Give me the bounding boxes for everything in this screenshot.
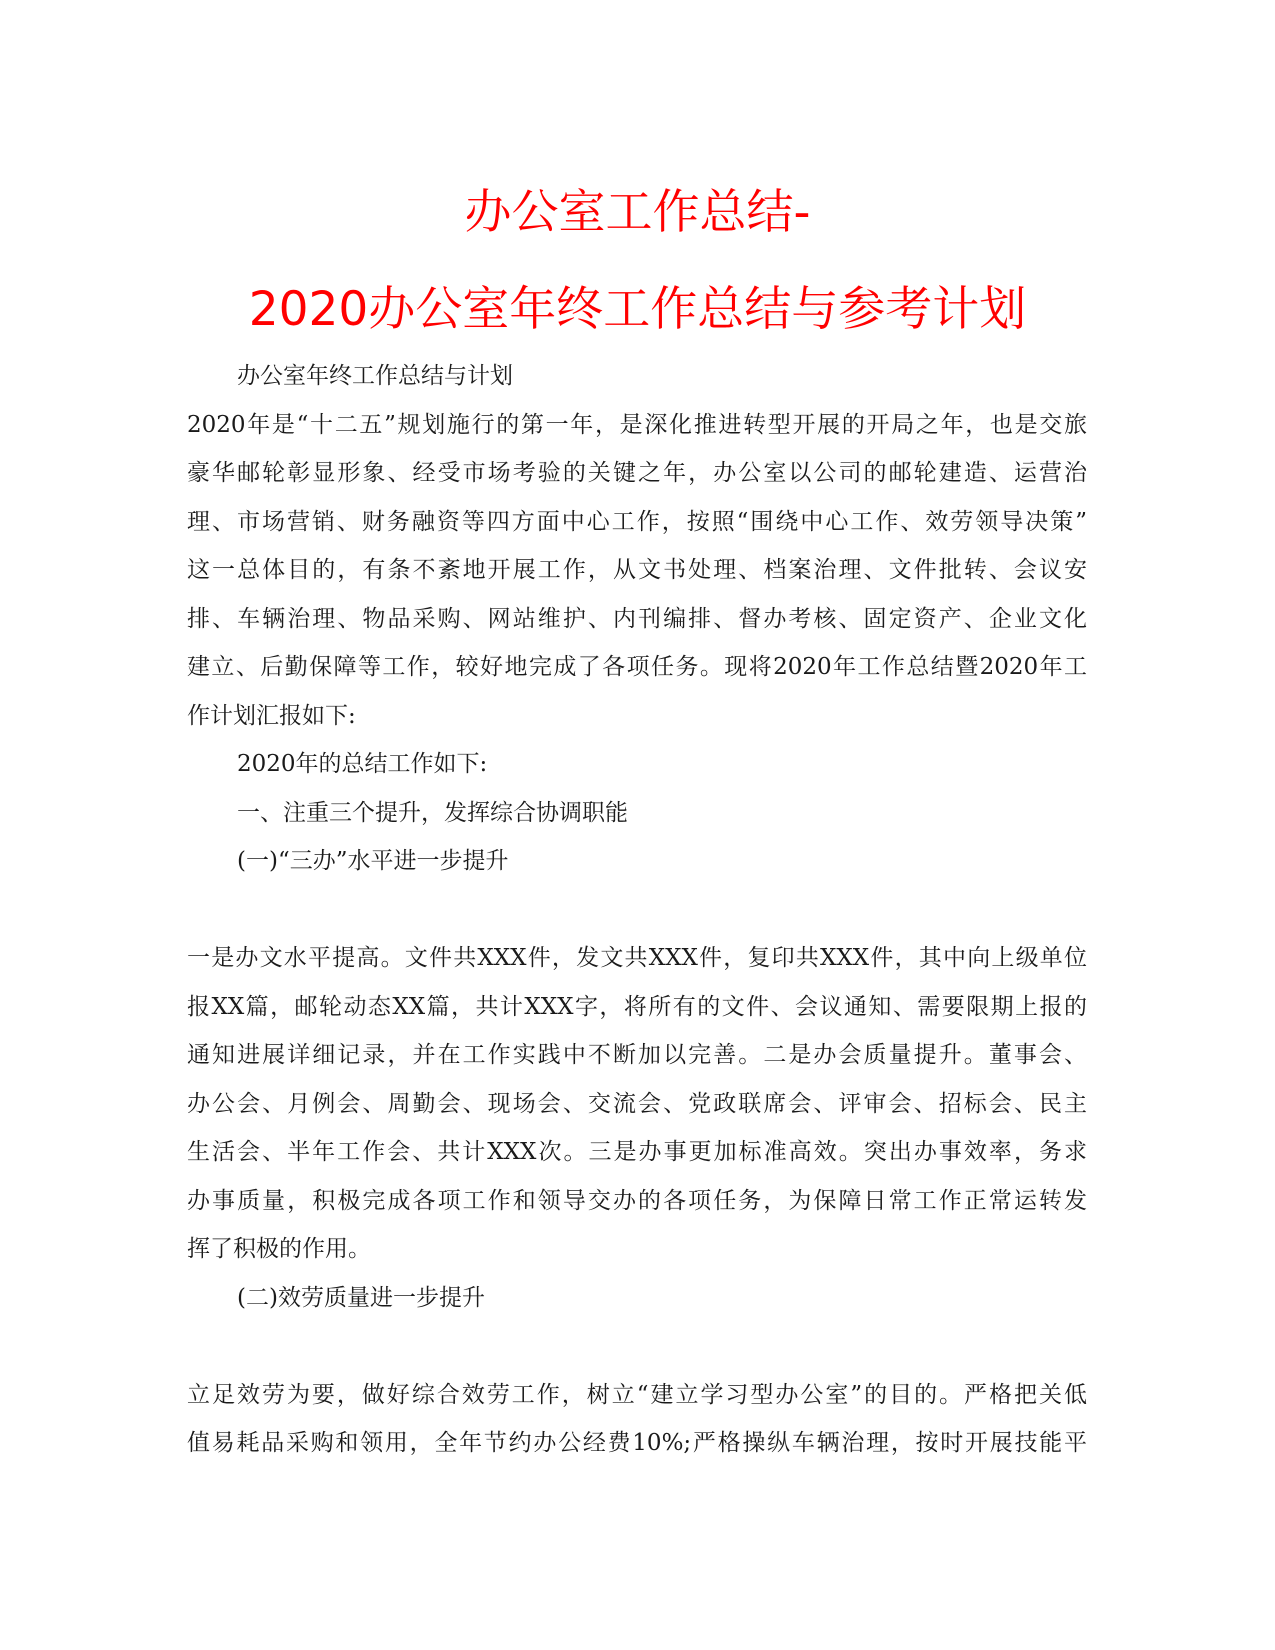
text-line: 这一总体目的，有条不紊地开展工作，从文书处理、档案治理、文件批转、会议安	[187, 557, 1087, 583]
text-line: 作计划汇报如下:	[187, 702, 356, 729]
text-line: (一)“三办”水平进一步提升	[237, 848, 509, 874]
text-line: 2020年是“十二五”规划施行的第一年，是深化推进转型开展的开局之年，也是交旅	[187, 411, 1087, 438]
document-body	[187, 352, 1087, 1468]
text-line: 理、市场营销、财务融资等四方面中心工作，按照“围绕中心工作、效劳领导决策”	[187, 508, 1087, 535]
text-line: 挥了积极的作用。	[187, 1236, 371, 1262]
text-line: 一是办文水平提高。文件共XXX件，发文共XXX件，复印共XXX件，其中向上级单位	[187, 945, 1087, 971]
text-line: 排、车辆治理、物品采购、网站维护、内刊编排、督办考核、固定资产、企业文化	[187, 605, 1087, 632]
text-line: 办公室年终工作总结与计划	[237, 363, 513, 389]
paragraph-spacer	[187, 1322, 1087, 1371]
document-title-line2: 2020办公室年终工作总结与参考计划	[248, 282, 1027, 337]
text-line: 办公会、月例会、周勤会、现场会、交流会、党政联席会、评审会、招标会、民主	[187, 1090, 1087, 1117]
text-line: 建立、后勤保障等工作，较好地完成了各项任务。现将2020年工作总结暨2020年工	[187, 654, 1087, 680]
text-line: (二)效劳质量进一步提升	[237, 1284, 485, 1311]
paragraph-spacer	[187, 886, 1087, 935]
document-title-line1: 办公室工作总结-	[464, 185, 811, 240]
text-line: 生活会、半年工作会、共计XXX次。三是办事更加标准高效。突出办事效率，务求	[187, 1139, 1087, 1165]
text-line: 办事质量，积极完成各项工作和领导交办的各项任务，为保障日常工作正常运转发	[187, 1187, 1087, 1214]
text-line: 立足效劳为要，做好综合效劳工作，树立“建立学习型办公室”的目的。严格把关低	[187, 1381, 1087, 1408]
text-line: 值易耗品采购和领用，全年节约办公经费10%;严格操纵车辆治理，按时开展技能平	[187, 1430, 1087, 1456]
text-line: 报XX篇，邮轮动态XX篇，共计XXX字，将所有的文件、会议通知、需要限期上报的	[187, 993, 1087, 1020]
text-line: 通知进展详细记录，并在工作实践中不断加以完善。二是办会质量提升。董事会、	[187, 1042, 1087, 1068]
text-line: 豪华邮轮彰显形象、经受市场考验的关键之年，办公室以公司的邮轮建造、运营治	[187, 460, 1087, 486]
text-line: 一、注重三个提升，发挥综合协调职能	[237, 799, 628, 826]
text-line: 2020年的总结工作如下:	[237, 751, 488, 777]
